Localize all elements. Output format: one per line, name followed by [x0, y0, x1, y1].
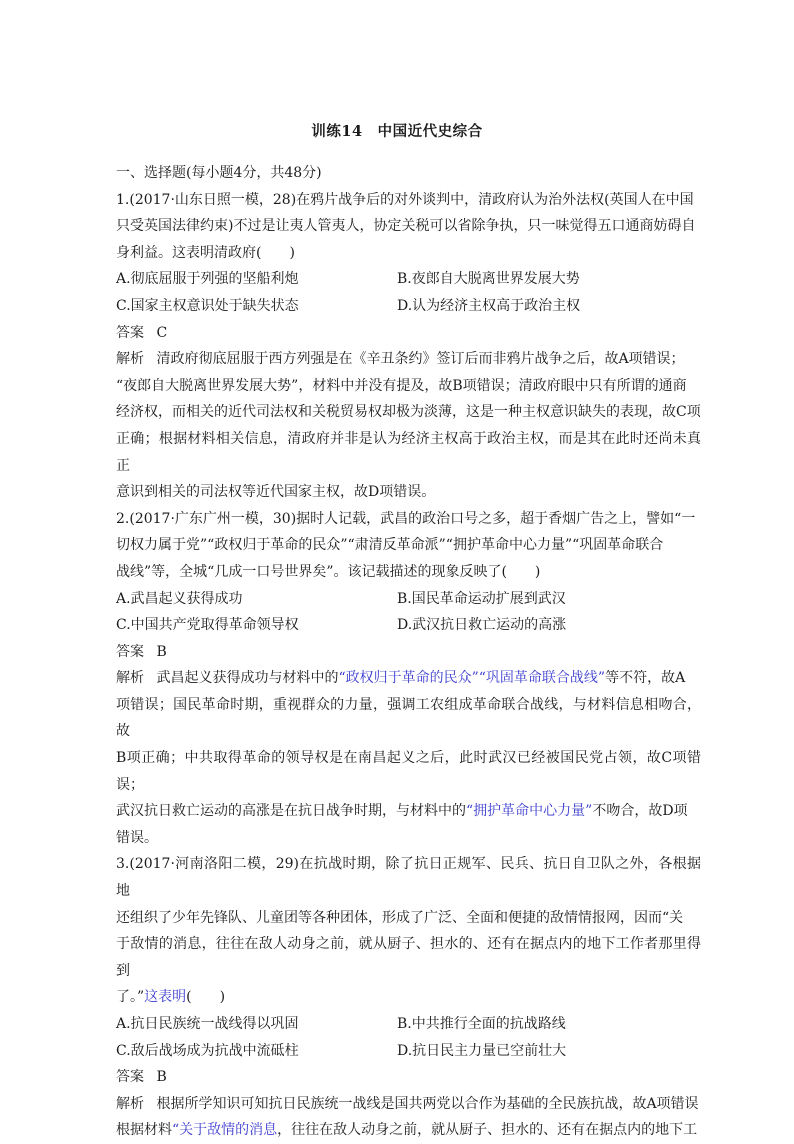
question-stem-line: 2.(2017·广东广州一模，30)据时人记载，武昌的政治口号之多，超于香烟广告之上，譬如“一: [116, 510, 696, 527]
answer-value: B: [156, 643, 167, 660]
analysis-label: 解析: [116, 351, 144, 368]
analysis-line: [116, 1091, 701, 1118]
option-row: [116, 293, 701, 320]
answer-line: [116, 639, 701, 666]
option-c: C.中国共产党取得革命领导权: [116, 617, 299, 634]
answer-label: 答案: [116, 643, 144, 660]
option-d: D.武汉抗日救亡运动的高涨: [397, 617, 567, 634]
document-content: [116, 160, 701, 1144]
analysis-line: B项正确；中共取得革命的领导权是在南昌起义之后，此时武汉已经被国民党占领，故C项错误；: [116, 750, 701, 793]
answer-line: [116, 320, 701, 347]
answer-value: B: [156, 1069, 167, 1086]
analysis-line: [116, 1117, 701, 1144]
section-heading: 一、选择题(每小题4分，共48分): [116, 165, 322, 181]
analysis-line: 经济权，而相关的近代司法权和关税贸易权却极为淡薄，这是一种主权意识缺失的表现，故C项: [116, 404, 701, 421]
option-a: A.彻底屈服于列强的坚船利炮: [116, 271, 299, 288]
answer-value: C: [156, 324, 168, 341]
stem-text: ( ): [186, 989, 226, 1006]
analysis-text: 根据所学知识可知抗日民族统一战线是国共两党以合作为基础的全民族抗战，故A项错误: [156, 1095, 699, 1112]
analysis-line: [116, 346, 701, 373]
option-a: A.武昌起义获得成功: [116, 590, 243, 607]
question-stem-line: 1.(2017·山东日照一模，28)在鸦片战争后的对外谈判中，清政府认为治外法权(英国人在中国: [116, 191, 694, 208]
question-stem-line: 还组织了少年先锋队、儿童团等各种团体，形成了广泛、全面和便捷的敌情情报网，因而“关: [116, 909, 684, 926]
question-stem-line: 于敌情的消息，往往在敌人动身之前，就从厨子、担水的、还有在据点内的地下工作者那里得到: [116, 936, 701, 979]
analysis-label: 解析: [116, 670, 144, 687]
analysis-line: 正确；根据材料相关信息，清政府并非是认为经济主权高于政治主权，而是其在此时还尚未真正: [116, 430, 701, 474]
option-a: A.抗日民族统一战线得以巩固: [116, 1016, 299, 1032]
answer-label: 答案: [116, 1069, 144, 1086]
analysis-text: 清政府彻底屈服于西方列强是在《辛丑条约》签订后而非鸦片战争之后，故A项错误；: [156, 351, 685, 368]
analysis-line: 错误。: [116, 829, 158, 846]
analysis-text: 根据材料: [116, 1122, 172, 1139]
stem-text-highlight: 这表明: [144, 989, 187, 1006]
option-d: D.抗日民主力量已空前壮大: [397, 1042, 567, 1059]
option-row: [116, 266, 701, 293]
answer-label: 答案: [116, 324, 144, 341]
stem-text: 了。”: [116, 989, 145, 1006]
page-title: 训练14 中国近代史综合: [311, 123, 483, 140]
question-stem-line: 身利益。这表明清政府( ): [116, 244, 295, 261]
option-row: [116, 612, 701, 639]
answer-line: [116, 1064, 701, 1091]
analysis-label: 解析: [116, 1095, 144, 1112]
analysis-line: [116, 798, 701, 825]
question-stem-line: 切权力属于党”“政权归于革命的民众”“肃清反革命派”“拥护革命中心力量”“巩固革命联合: [116, 537, 664, 554]
analysis-line: “夜郎自大脱离世界发展大势”，材料中并没有提及，故B项错误；清政府眼中只有所谓的通商: [116, 377, 687, 394]
analysis-text: 不吻合，故D项: [592, 803, 688, 820]
option-row: [116, 1038, 701, 1065]
option-b: B.国民革命运动扩展到武汉: [397, 590, 566, 607]
analysis-line: 意识到相关的司法权等近代国家主权，故D项错误。: [116, 484, 436, 501]
question-2: [116, 506, 701, 852]
option-c: C.国家主权意识处于缺失状态: [116, 297, 299, 314]
analysis-text: 等不符，故A: [605, 670, 686, 687]
question-stem-line: [116, 984, 701, 1011]
analysis-line: [116, 665, 701, 692]
option-b: B.夜郎自大脱离世界发展大势: [397, 271, 580, 288]
analysis-text: ，往往在敌人动身之前，就从厨子、担水的、还有在据点内的地下工: [277, 1122, 698, 1139]
option-c: C.敌后战场成为抗战中流砥柱: [116, 1042, 299, 1059]
analysis-text: 武昌起义获得成功与材料中的: [156, 670, 339, 687]
option-d: D.认为经济主权高于政治主权: [397, 297, 581, 314]
quoted-material: “政权归于革命的民众”“巩固革命联合战线”: [338, 670, 606, 687]
question-stem-line: 战线”等，全城“几成一口号世界矣”。该记载描述的现象反映了( ): [116, 563, 541, 580]
option-row: [116, 1011, 701, 1038]
option-row: [116, 586, 701, 613]
question-stem-line: 3.(2017·河南洛阳二模，29)在抗战时期，除了抗日正规军、民兵、抗日自卫队之外，各根据地: [116, 856, 701, 900]
question-3: [116, 851, 701, 1144]
quoted-material: “拥护革命中心力量”: [466, 803, 593, 820]
question-stem-line: 只受英国法律约束)不过是让夷人管夷人，协定关税可以省除争执，只一味觉得五口通商妨碍自: [116, 218, 696, 235]
analysis-line: 项错误；国民革命时期，重视群众的力量，强调工农组成革命联合战线，与材料信息相吻合，故: [116, 696, 701, 740]
question-1: [116, 187, 701, 506]
analysis-text: 武汉抗日救亡运动的高涨是在抗日战争时期，与材料中的: [116, 803, 466, 820]
option-b: B.中共推行全面的抗战路线: [397, 1016, 566, 1032]
quoted-material: “关于敌情的消息: [172, 1122, 278, 1139]
